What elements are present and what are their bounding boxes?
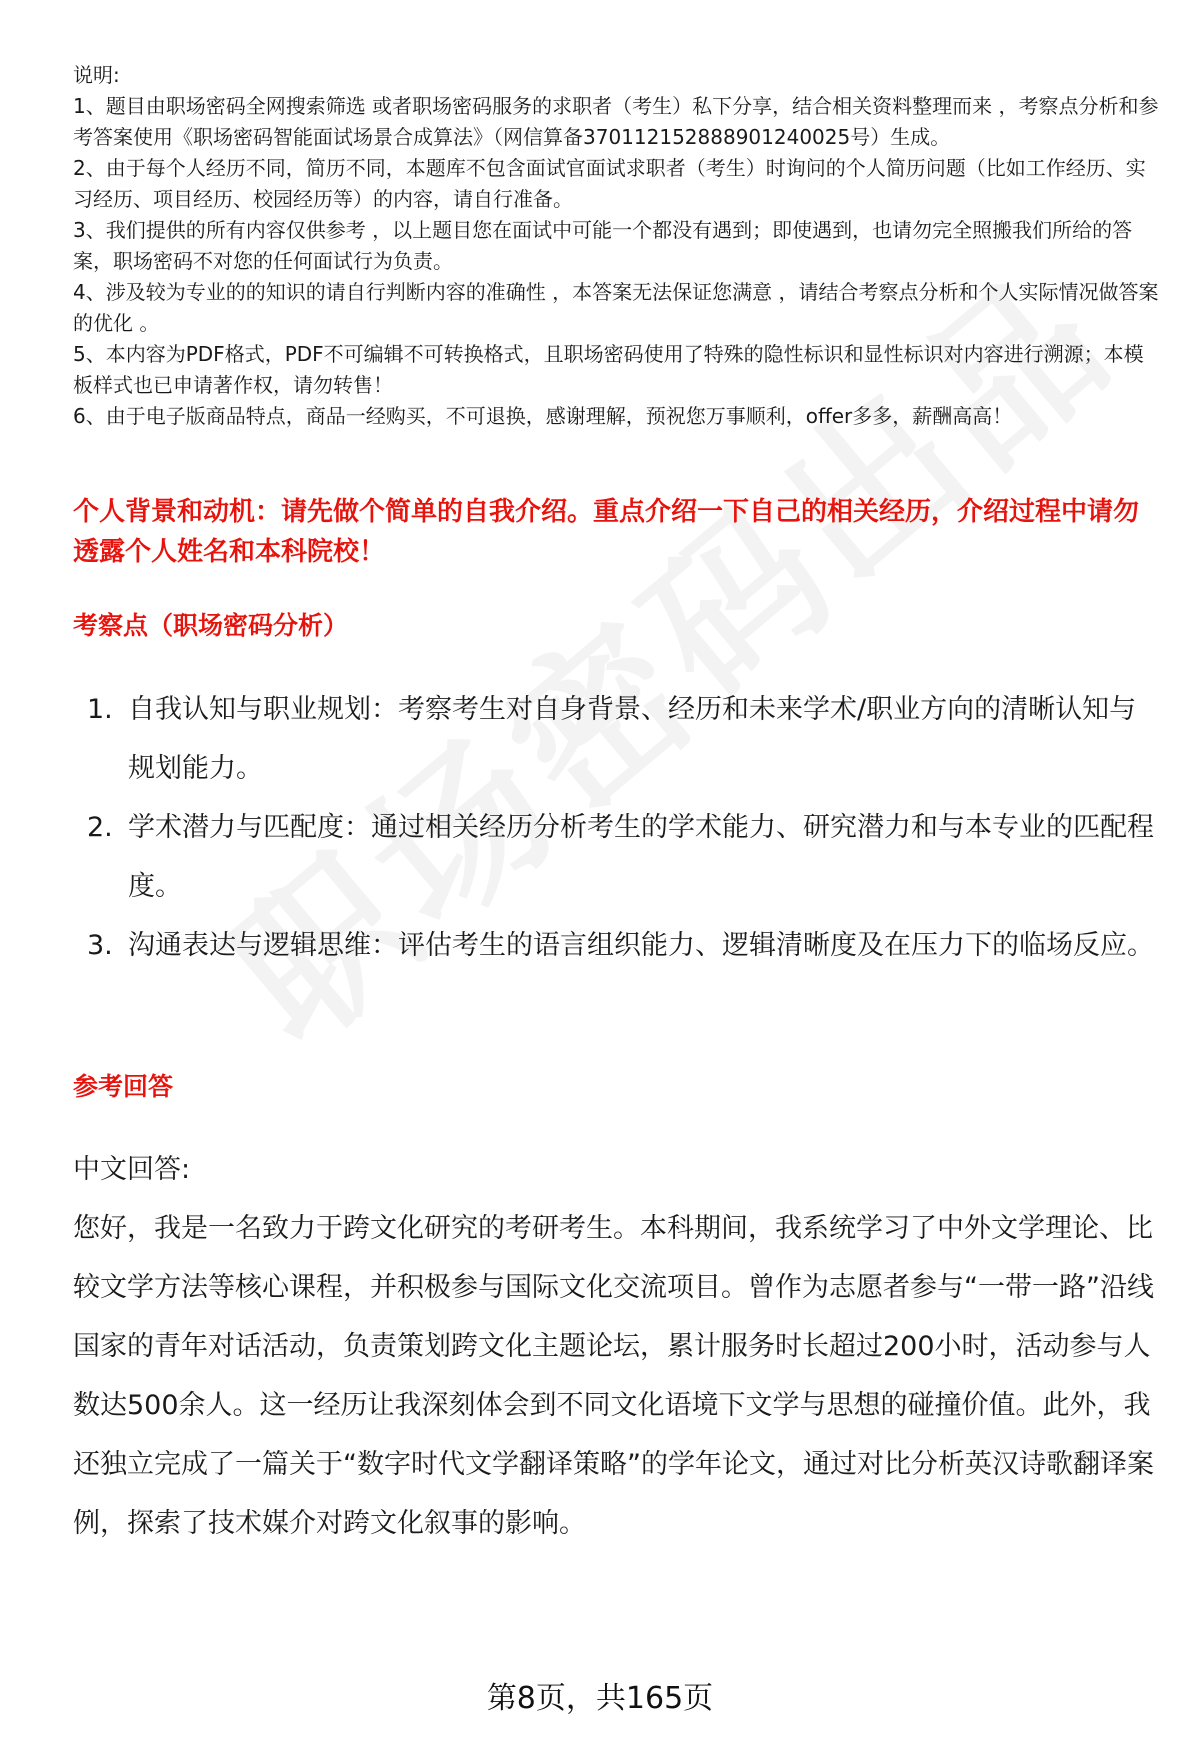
interview-question: 个人背景和动机：请先做个简单的自我介绍。重点介绍一下自己的相关经历，介绍过程中请勿透露个人姓名和本科院校！ xyxy=(73,497,1140,567)
point-text: 沟通表达与逻辑思维：评估考生的语言组织能力、逻辑清晰度及在压力下的临场反应。 xyxy=(128,930,1154,961)
reference-answer xyxy=(73,1140,1163,1553)
answer-label: 中文回答: xyxy=(73,1154,191,1185)
note-item: 1、题目由职场密码全网搜索筛选 或者职场密码服务的求职者（考生）私下分享，结合相关资料整理而来 ，考察点分析和参考答案使用《职场密码智能面试场景合成算法》（网信算备370112152888901240025号）生成。 xyxy=(73,94,1159,149)
note-item: 5、本内容为PDF格式，PDF不可编辑不可转换格式，且职场密码使用了特殊的隐性标识和显性标识对内容进行溯源；本模板样式也已申请著作权，请勿转售！ xyxy=(73,342,1144,397)
analysis-title: 考察点（职场密码分析） xyxy=(73,611,349,640)
analysis-point xyxy=(73,916,1163,975)
analysis-points-list xyxy=(73,680,1163,975)
point-text: 自我认知与职业规划：考察考生对自身背景、经历和未来学术/职业方向的清晰认知与规划能力。 xyxy=(128,694,1137,784)
disclaimer-notes xyxy=(73,60,1163,432)
point-text: 学术潜力与匹配度：通过相关经历分析考生的学术能力、研究潜力和与本专业的匹配程度。 xyxy=(128,812,1154,902)
note-item: 2、由于每个人经历不同，简历不同，本题库不包含面试官面试求职者（考生）时询问的个人简历问题（比如工作经历、实习经历、项目经历、校园经历等）的内容，请自行准备。 xyxy=(73,156,1146,211)
point-number: 3. xyxy=(87,930,113,961)
point-number: 2. xyxy=(87,812,113,843)
answer-body: 您好，我是一名致力于跨文化研究的考研考生。本科期间，我系统学习了中外文学理论、比较文学方法等核心课程，并积极参与国际文化交流项目。曾作为志愿者参与“一带一路”沿线国家的青年对话活动，负责策划跨文化主题论坛，累计服务时长超过200小时，活动参与人数达500余人。这一经历让我深刻体会到不同文化语境下文学与思想的碰撞价值。此外，我还独立完成了一篇关于“数字时代文学翻译策略”的学年论文，通过对比分析英汉诗歌翻译案例，探索了技术媒介对跨文化叙事的影响。 xyxy=(73,1213,1154,1539)
note-item: 3、我们提供的所有内容仅供参考 ，以上题目您在面试中可能一个都没有遇到；即使遇到，也请勿完全照搬我们所给的答案，职场密码不对您的任何面试行为负责。 xyxy=(73,218,1133,273)
note-item: 4、涉及较为专业的的知识的请自行判断内容的准确性 ，本答案无法保证您满意 ，请结合考察点分析和个人实际情况做答案的优化 。 xyxy=(73,280,1159,335)
page-number: 第8页，共165页 xyxy=(486,1681,714,1716)
analysis-point xyxy=(73,680,1163,798)
analysis-point xyxy=(73,798,1163,916)
note-item: 6、由于电子版商品特点，商品一经购买，不可退换，感谢理解，预祝您万事顺利，offer多多，薪酬高高！ xyxy=(73,404,1013,428)
point-number: 1. xyxy=(87,694,113,725)
notes-heading: 说明: xyxy=(73,63,120,87)
reference-title: 参考回答 xyxy=(73,1072,174,1101)
